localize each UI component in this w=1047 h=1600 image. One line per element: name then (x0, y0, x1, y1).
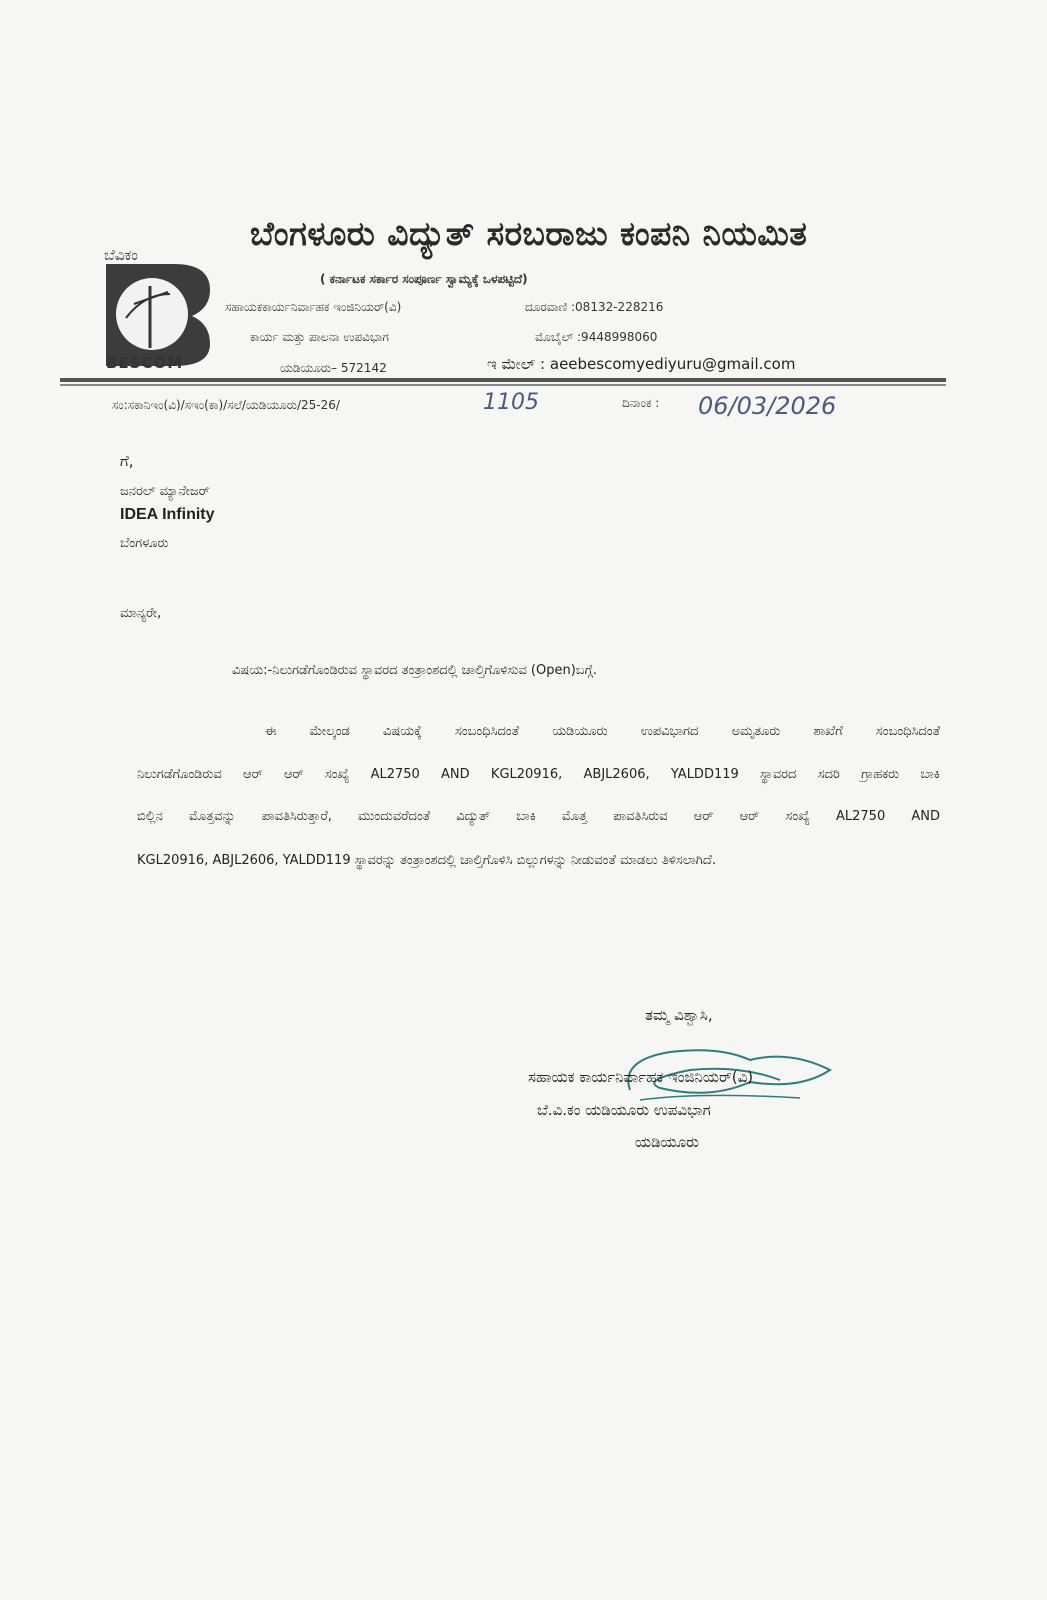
body-line: ನಿಲುಗಡೆಗೊಂಡಿರುವ ಆರ್ ಆರ್ ಸಂಖ್ಯೆ AL2750 AND KGL20916, ABJL2606, YALDD119 ಸ್ಥಾವರದ ಸದರಿ ಗ್ರಾಹಕರು ಬಾಕಿ (137, 767, 940, 782)
recipient-company: IDEA Infinity (120, 506, 215, 523)
logo-bottom-text: BESCOM (106, 354, 184, 372)
office-line-2: ಕಾರ್ಯ ಮತ್ತು ಪಾಲನಾ ಉಪವಿಭಾಗ (250, 330, 389, 344)
body-line: ಬಿಲ್ಲಿನ ಮೊತ್ತವನ್ನು ಪಾವತಿಸಿರುತ್ತಾರೆ, ಮುಂದುವರೆದಂತೆ ವಿದ್ಯುತ್ ಬಾಕಿ ಮೊತ್ತ ಪಾವತಿಸಿರುವ ಆರ್ ಆರ್ ಸಂಖ್ಯೆ AL2750 AND (137, 809, 940, 824)
logo-top-text: ಬೆವಿಕಂ (104, 246, 138, 264)
phone-number: ದೂರವಾಣಿ :08132-228216 (525, 300, 664, 314)
recipient-designation: ಜನರಲ್ ಮ್ಯಾನೇಜರ್ (120, 484, 210, 499)
bescom-logo (104, 246, 212, 374)
mobile-number: ಮೊಬೈಲ್ :9448998060 (535, 330, 658, 344)
date-label: ದಿನಾಂಕ : (622, 396, 660, 410)
body-line: ಈ ಮೇಲ್ಕಂಡ ವಿಷಯಕ್ಕೆ ಸಂಬಂಧಿಸಿದಂತೆ ಯಡಿಯೂರು ಉಪವಿಭಾಗದ ಅಮೃತೂರು ಶಾಖೆಗೆ ಸಂಬಂಧಿಸಿದಂತೆ (265, 724, 940, 739)
closing-yours: ತಮ್ಮ ವಿಶ್ವಾಸಿ, (645, 1006, 713, 1024)
company-subtitle: ( ಕರ್ನಾಟಕ ಸರ್ಕಾರ ಸಂಪೂರ್ಣ ಸ್ವಾಮ್ಯಕ್ಕೆ ಒಳಪಟ್ಟಿದೆ) (320, 272, 528, 286)
header-divider (60, 378, 946, 382)
reference-number-prefix: ಸಂ:ಸಕಾನಿಇಂ(ವಿ)/ಸಇಂ(ಕಾ)/ಸಲೆ/ಯಡಿಯೂರು/25-26/ (112, 398, 340, 412)
reference-number-handwritten: 1105 (483, 390, 539, 415)
subject-line: ವಿಷಯ:-ನಿಲುಗಡೆಗೊಂಡಿರುವ ಸ್ಥಾವರದ ತಂತ್ರಾಂಶದಲ್ಲಿ ಚಾಲ್ತಿಗೊಳಿಸುವ (Open)ಬಗ್ಗೆ. (232, 663, 598, 678)
email-address: ಇ ಮೇಲ್ : aeebescomyediyuru@gmail.com (487, 355, 796, 373)
date-handwritten: 06/03/2026 (698, 392, 837, 420)
office-line-3: ಯಡಿಯೂರು– 572142 (280, 361, 387, 375)
closing-place: ಯಡಿಯೂರು (635, 1133, 699, 1151)
header-divider-thin (60, 384, 946, 386)
office-line-1: ಸಹಾಯಕಕಾರ್ಯನಿರ್ವಾಹಕ ಇಂಜಿನಿಯರ್(ವಿ) (225, 300, 402, 314)
salutation: ಮಾನ್ಯರೇ, (120, 606, 162, 621)
company-title: ಬೆಂಗಳೂರು ವಿದ್ಯುತ್ ಸರಬರಾಜು ಕಂಪನಿ ನಿಯಮಿತ (250, 214, 808, 253)
closing-designation: ಸಹಾಯಕ ಕಾರ್ಯನಿರ್ವಾಹಕ ಇಂಜಿನಿಯರ್(ವಿ) (528, 1068, 754, 1086)
body-line: KGL20916, ABJL2606, YALDD119 ಸ್ಥಾವರನ್ನು ತಂತ್ರಾಂಶದಲ್ಲಿ ಚಾಲ್ತಿಗೊಳಿಸಿ ಬಿಲ್ಲುಗಳನ್ನು ನೀಡುವಂತೆ ಮಾಡಲು ತಿಳಿಸಲಾಗಿದೆ. (137, 853, 716, 868)
recipient-city: ಬೆಂಗಳೂರು (120, 536, 169, 551)
closing-office: ಬೆ.ವಿ.ಕಂ ಯಡಿಯೂರು ಉಪವಿಭಾಗ (537, 1101, 711, 1119)
recipient-to: ಗೆ, (120, 452, 134, 470)
